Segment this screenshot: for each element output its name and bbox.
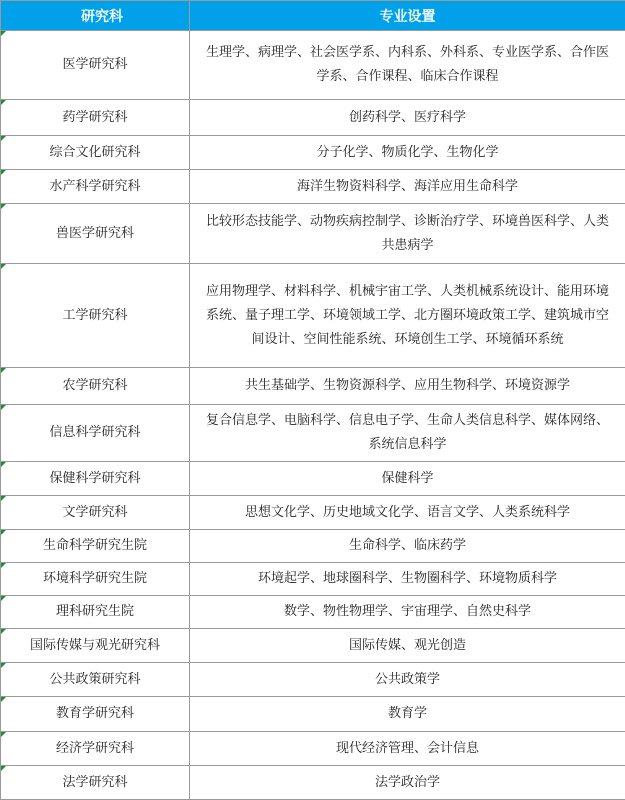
department-name: 保健科学研究科 bbox=[49, 470, 141, 486]
department-cell bbox=[1, 563, 190, 596]
department-name: 教育学研究科 bbox=[55, 706, 134, 721]
cell-marker-icon bbox=[1, 170, 6, 175]
majors-cell: 教育学 bbox=[190, 697, 625, 732]
department-cell bbox=[1, 663, 190, 697]
majors-cell: 比较形态技能学、动物疾病控制学、诊断治疗学、环境兽医科学、人类共患病学 bbox=[190, 204, 625, 264]
cell-marker-icon bbox=[1, 766, 6, 771]
cell-marker-icon bbox=[1, 31, 6, 36]
table-row bbox=[1, 100, 625, 136]
majors-cell: 创药科学、医疗科学 bbox=[190, 100, 625, 136]
department-cell bbox=[1, 629, 190, 663]
department-cell bbox=[1, 496, 190, 530]
table-row bbox=[1, 766, 625, 800]
department-name: 环境科学研究生院 bbox=[42, 571, 147, 586]
majors-cell: 海洋生物资料科学、海洋应用生命科学 bbox=[190, 170, 625, 204]
department-name: 理科研究生院 bbox=[55, 604, 134, 619]
cell-marker-icon bbox=[1, 368, 6, 373]
majors-cell: 数学、物性物理学、宇宙理学、自然史科学 bbox=[190, 596, 625, 629]
department-name: 公共政策研究科 bbox=[49, 671, 141, 687]
department-cell bbox=[1, 264, 190, 368]
table-row bbox=[1, 663, 625, 697]
majors-cell: 思想文化学、历史地域文化学、语言文学、人类系统科学 bbox=[190, 496, 625, 530]
table-row bbox=[1, 732, 625, 766]
majors-cell: 共生基础学、生物资源科学、应用生物科学、环境资源学 bbox=[190, 368, 625, 405]
majors-cell: 环境起学、地球圈科学、生物圈科学、环境物质科学 bbox=[190, 563, 625, 596]
table-row bbox=[1, 496, 625, 530]
department-name: 工学研究科 bbox=[62, 307, 128, 323]
table-row bbox=[1, 563, 625, 596]
table-row bbox=[1, 530, 625, 563]
table-row bbox=[1, 204, 625, 264]
majors-cell: 现代经济管理、会计信息 bbox=[190, 732, 625, 766]
cell-marker-icon bbox=[1, 204, 6, 209]
cell-marker-icon bbox=[1, 100, 6, 105]
department-name: 综合文化研究科 bbox=[49, 144, 141, 160]
majors-cell: 应用物理学、材料科学、机械宇宙工学、人类机械系统设计、能用环境系统、量子理工学、环境领域工学、北方圈环境政策工学、建筑城市空间设计、空间性能系统、环境创生工学、环境循环系统 bbox=[190, 264, 625, 368]
cell-marker-icon bbox=[1, 530, 6, 535]
majors-cell: 分子化学、物质化学、生物化学 bbox=[190, 136, 625, 170]
cell-marker-icon bbox=[1, 136, 6, 141]
majors-cell: 法学政治学 bbox=[190, 766, 625, 800]
majors-cell: 复合信息学、电脑科学、信息电子学、生命人类信息科学、媒体网络、系统信息科学 bbox=[190, 405, 625, 462]
department-cell bbox=[1, 530, 190, 563]
department-name: 农学研究科 bbox=[62, 378, 128, 393]
majors-cell: 保健科学 bbox=[190, 462, 625, 496]
department-name: 信息科学研究科 bbox=[49, 425, 141, 440]
department-cell bbox=[1, 732, 190, 766]
table-row bbox=[1, 368, 625, 405]
department-cell bbox=[1, 368, 190, 405]
department-cell bbox=[1, 766, 190, 800]
department-name: 兽医学研究科 bbox=[55, 225, 134, 241]
cell-marker-icon bbox=[1, 405, 6, 410]
column-header-majors: 专业设置 bbox=[190, 1, 625, 31]
cell-marker-icon bbox=[1, 264, 6, 269]
department-name: 法学研究科 bbox=[62, 774, 128, 790]
department-cell bbox=[1, 100, 190, 136]
department-cell bbox=[1, 170, 190, 204]
department-name: 生命科学研究生院 bbox=[42, 538, 147, 553]
table-row bbox=[1, 136, 625, 170]
department-name: 水产科学研究科 bbox=[49, 178, 141, 194]
cell-marker-icon bbox=[1, 732, 6, 737]
department-cell bbox=[1, 462, 190, 496]
table-row bbox=[1, 462, 625, 496]
cell-marker-icon bbox=[1, 496, 6, 501]
majors-cell: 国际传媒、观光创造 bbox=[190, 629, 625, 663]
table-row bbox=[1, 31, 625, 100]
table-row bbox=[1, 405, 625, 462]
cell-marker-icon bbox=[1, 596, 6, 601]
department-cell bbox=[1, 204, 190, 264]
cell-marker-icon bbox=[1, 563, 6, 568]
table-row bbox=[1, 629, 625, 663]
table-row bbox=[1, 697, 625, 732]
department-cell bbox=[1, 31, 190, 100]
majors-cell: 生命科学、临床药学 bbox=[190, 530, 625, 563]
table-row bbox=[1, 170, 625, 204]
department-name: 文学研究科 bbox=[62, 504, 128, 520]
cell-marker-icon bbox=[1, 697, 6, 702]
majors-cell: 公共政策学 bbox=[190, 663, 625, 697]
department-name: 医学研究科 bbox=[62, 57, 128, 72]
majors-cell: 生理学、病理学、社会医学系、内科系、外科系、专业医学系、合作医学系、合作课程、临床合作课程 bbox=[190, 31, 625, 100]
cell-marker-icon bbox=[1, 629, 6, 634]
department-cell bbox=[1, 697, 190, 732]
cell-marker-icon bbox=[1, 663, 6, 668]
department-cell bbox=[1, 596, 190, 629]
cell-marker-icon bbox=[1, 462, 6, 467]
department-cell bbox=[1, 405, 190, 462]
department-name: 经济学研究科 bbox=[55, 740, 134, 756]
table-row bbox=[1, 264, 625, 368]
table-header-row bbox=[1, 1, 625, 31]
department-name: 药学研究科 bbox=[62, 109, 128, 125]
table-row bbox=[1, 596, 625, 629]
department-cell bbox=[1, 136, 190, 170]
department-name: 国际传媒与观光研究科 bbox=[29, 637, 160, 653]
column-header-department: 研究科 bbox=[1, 1, 190, 31]
